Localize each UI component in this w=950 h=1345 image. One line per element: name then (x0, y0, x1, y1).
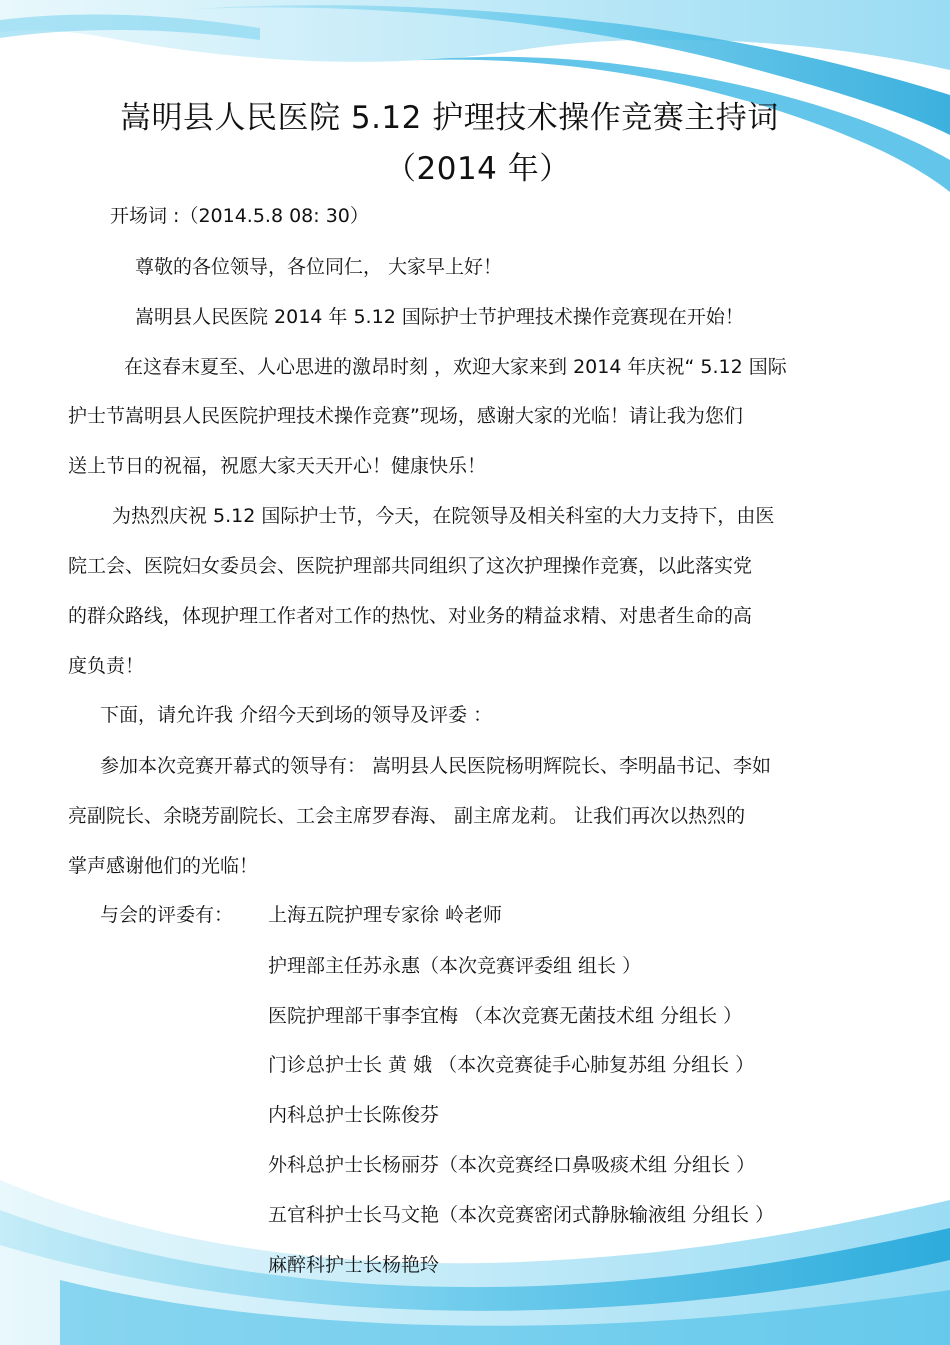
purpose-line-4: 度负责！ (68, 655, 145, 677)
judge-item: 麻醉科护士长杨艳玲 (268, 1254, 440, 1276)
judge-item: 护理部主任苏永惠（本次竞赛评委组 组长 ） (268, 955, 642, 977)
judge-item: 门诊总护士长 黄 娥 （本次竞赛徒手心肺复苏组 分组长 ） (268, 1054, 755, 1076)
judge-item: 五官科护士长马文艳（本次竞赛密闭式静脉输液组 分组长 ） (268, 1204, 775, 1226)
purpose-line-3: 的群众路线，体现护理工作者对工作的热忱、对业务的精益求精、对患者生命的高 (68, 605, 753, 627)
doc-title-line-2: （2014 年） (385, 151, 571, 187)
leaders-line-1: 参加本次竞赛开幕式的领导有： 嵩明县人民医院杨明辉院长、李明晶书记、李如 (100, 755, 772, 777)
judge-item: 医院护理部干事李宜梅 （本次竞赛无菌技术组 分组长 ） (268, 1005, 743, 1027)
purpose-line-2: 院工会、医院妇女委员会、医院护理部共同组织了这次护理操作竞赛，以此落实党 (68, 555, 753, 577)
opening-label: 开场词 :（2014.5.8 08: 30） (110, 205, 369, 227)
welcome-line-1: 在这春末夏至、人心思进的激昂时刻 ，欢迎大家来到 2014 年庆祝“ 5.12 国际 (124, 356, 787, 378)
leaders-line-2: 亮副院长、余晓芳副院长、工会主席罗春海、 副主席龙莉。 让我们再次以热烈的 (68, 805, 746, 827)
leaders-line-3: 掌声感谢他们的光临！ (68, 855, 259, 877)
doc-title-line-1: 嵩明县人民医院 5.12 护理技术操作竞赛主持词 (120, 100, 779, 136)
intro-line: 下面，请允许我 介绍今天到场的领导及评委 ： (100, 704, 493, 726)
greeting-paragraph: 尊敬的各位领导，各位同仁， 大家早上好！ (135, 256, 503, 278)
start-announcement: 嵩明县人民医院 2014 年 5.12 国际护士节护理技术操作竞赛现在开始！ (135, 306, 744, 328)
welcome-line-2: 护士节嵩明县人民医院护理技术操作竞赛”现场，感谢大家的光临！请让我为您们 (68, 405, 743, 427)
judges-label: 与会的评委有： (100, 904, 234, 926)
judge-item: 内科总护士长陈俊芬 (268, 1104, 440, 1126)
purpose-line-1: 为热烈庆祝 5.12 国际护士节，今天，在院领导及相关科室的大力支持下，由医 (112, 505, 775, 527)
judge-item: 外科总护士长杨丽芬（本次竞赛经口鼻吸痰术组 分组长 ） (268, 1154, 756, 1176)
welcome-line-3: 送上节日的祝福，祝愿大家天天开心！健康快乐！ (68, 455, 487, 477)
judge-item: 上海五院护理专家徐 岭老师 (268, 904, 503, 926)
